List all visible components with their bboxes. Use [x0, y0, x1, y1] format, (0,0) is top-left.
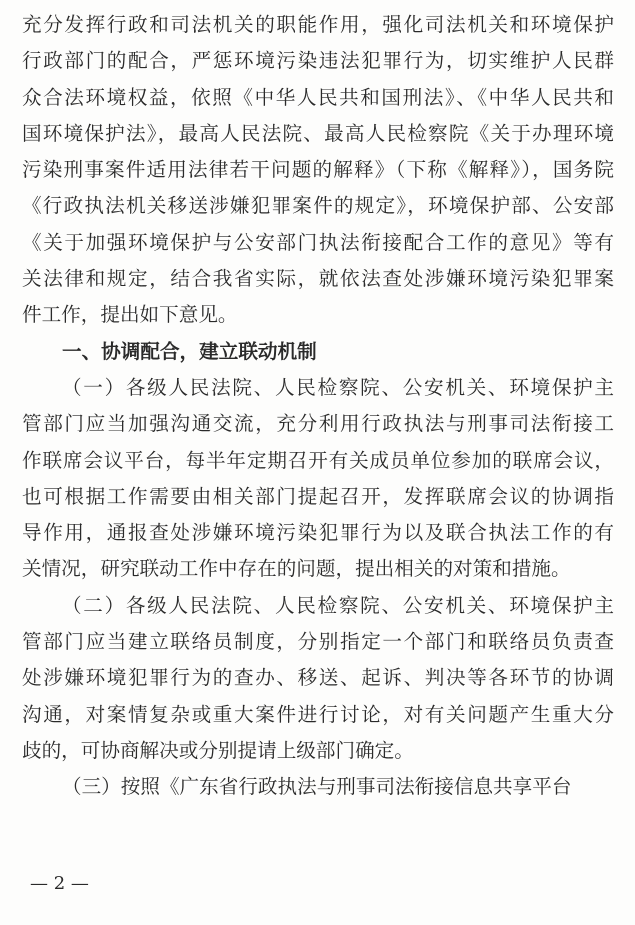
text-line: 处涉嫌环境犯罪行为的查办、移送、起诉、判决等各环节的协调 — [22, 666, 614, 690]
paragraph-start-line: （三）按照《广东省行政执法与刑事司法衔接信息共享平台 — [62, 775, 572, 799]
paragraph-start-line: （一）各级人民法院、人民检察院、公安机关、环境保护主 — [62, 375, 614, 399]
text-line: 行政部门的配合，严惩环境污染违法犯罪行为，切实维护人民群 — [22, 49, 614, 73]
text-line: 充分发挥行政和司法机关的职能作用，强化司法机关和环境保护 — [22, 13, 614, 36]
text-line: 关法律和规定，结合我省实际，就依法查处涉嫌环境污染犯罪案 — [22, 267, 614, 291]
body-text — [22, 7, 614, 806]
text-line: 《行政执法机关移送涉嫌犯罪案件的规定》，环境保护部、公安部 — [22, 194, 614, 218]
text-line: 众合法环境权益，依照《中华人民共和国刑法》、《中华人民共和 — [22, 85, 614, 109]
section-heading: 一、协调配合，建立联动机制 — [62, 339, 317, 363]
page-number: — 2 — — [30, 873, 89, 894]
text-line: 国环境保护法》，最高人民法院、最高人民检察院《关于办理环境 — [22, 121, 614, 145]
text-line: 导作用，通报查处涉嫌环境污染犯罪行为以及联合执法工作的有 — [22, 521, 614, 545]
paragraph-start-line: （二）各级人民法院、人民检察院、公安机关、环境保护主 — [62, 593, 614, 617]
text-line: 作联席会议平台，每半年定期召开有关成员单位参加的联席会议， — [22, 448, 614, 472]
text-line: 污染刑事案件适用法律若干问题的解释》（下称《解释》），国务院 — [22, 158, 614, 182]
text-line: 关情况，研究联动工作中存在的问题，提出相关的对策和措施。 — [22, 557, 571, 581]
text-line: 歧的，可协商解决或分别提请上级部门确定。 — [22, 738, 414, 762]
text-line: 沟通，对案情复杂或重大案件进行讨论，对有关问题产生重大分 — [22, 702, 614, 726]
text-line: 管部门应当建立联络员制度，分别指定一个部门和联络员负责查 — [22, 630, 614, 654]
text-line: 《关于加强环境保护与公安部门执法衔接配合工作的意见》等有 — [22, 230, 614, 254]
text-line: 也可根据工作需要由相关部门提起召开，发挥联席会议的协调指 — [22, 484, 614, 508]
text-line: 件工作，提出如下意见。 — [22, 303, 238, 327]
text-line: 管部门应当加强沟通交流，充分利用行政执法与刑事司法衔接工 — [22, 412, 614, 436]
